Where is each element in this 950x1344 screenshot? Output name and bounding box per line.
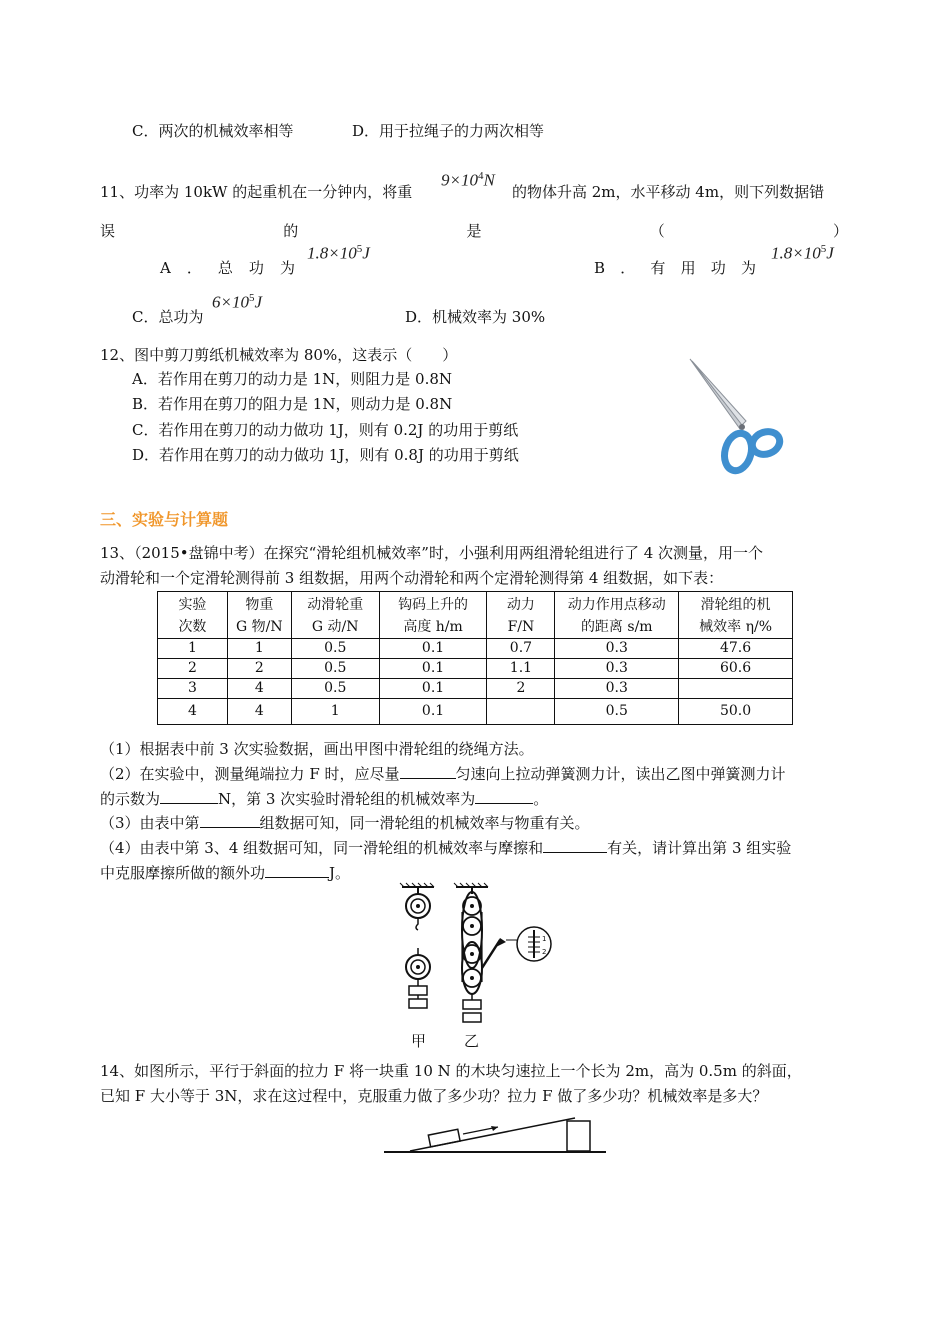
q11-char: 用	[680, 259, 696, 277]
q13-part4-line2: 中克服摩擦所做的额外功 J。	[100, 864, 351, 882]
wood-block	[428, 1129, 460, 1147]
q11-char: 为	[740, 259, 756, 277]
table-cell: 0.3	[555, 679, 679, 699]
q11-char: B	[594, 259, 606, 277]
table-cell: 0.1	[379, 679, 487, 699]
q11-char: ）	[832, 222, 848, 240]
answer-blank[interactable]	[265, 863, 329, 878]
gauge-tick-label: 1	[542, 935, 547, 943]
table-cell: 1	[291, 699, 379, 725]
table-cell: 2	[487, 679, 555, 699]
table-cell: 0.5	[555, 699, 679, 725]
q11-option-a-value: $1.8\times 10^5J$	[307, 243, 370, 263]
pulley-jia-diagram	[400, 883, 434, 1008]
table-row	[158, 659, 793, 679]
q11-char: 功	[710, 259, 726, 277]
table-cell: 1	[227, 639, 291, 659]
table-cell	[487, 699, 555, 725]
answer-blank[interactable]	[200, 813, 260, 828]
pulley-figure	[390, 882, 560, 1057]
q10-option-c: C．两次的机械效率相等	[132, 122, 294, 140]
table-cell: 0.1	[379, 659, 487, 679]
table-row	[158, 679, 793, 699]
q13-stem-line2: 动滑轮和一个定滑轮测得前 3 组数据，用两个动滑轮和两个定滑轮测得第 4 组数据，如下表：	[100, 569, 724, 587]
q13-part4-line1: （4）由表中第 3、4 组数据可知，同一滑轮组的机械效率与摩擦和 有关，请计算出第 3 组实验	[100, 839, 792, 857]
table-cell: 0.5	[291, 639, 379, 659]
gauge-tick-label: 2	[542, 948, 547, 956]
q11-line2	[100, 221, 848, 241]
incline-figure	[380, 1112, 610, 1157]
table-cell	[679, 679, 793, 699]
q11-option-b-value: $1.8\times 10^5J$	[771, 243, 834, 263]
q13-stem-line1: 13、（2015•盘锦中考）在探究“滑轮组机械效率”时，小强利用两组滑轮组进行了 4 次测量，用一个	[100, 544, 764, 562]
answer-blank[interactable]	[543, 838, 607, 853]
table-cell: 0.5	[291, 659, 379, 679]
answer-blank[interactable]	[475, 789, 533, 804]
q11-char: A	[160, 259, 171, 277]
q11-weight-formula: $9\times 10^4N$	[441, 170, 495, 190]
table-cell: 4	[227, 699, 291, 725]
answer-blank[interactable]	[160, 789, 218, 804]
q11-option-d: D．机械效率为 30%	[405, 308, 546, 326]
figure-label-jia: 甲	[411, 1032, 427, 1050]
table-cell: 2	[227, 659, 291, 679]
pulley-yi-diagram	[454, 883, 551, 1022]
table-cell: 0.5	[291, 679, 379, 699]
q11-stem-b: 的物体升高 2m，水平移动 4m，则下列数据错	[512, 183, 825, 201]
answer-blank[interactable]	[400, 764, 456, 779]
table-cell: 0.7	[487, 639, 555, 659]
table-header-cell: 物重 G 物/N	[227, 592, 291, 639]
table-cell: 0.1	[379, 639, 487, 659]
q13-part3: （3）由表中第 组数据可知，同一滑轮组的机械效率与物重有关。	[100, 814, 590, 832]
table-cell: 2	[158, 659, 228, 679]
q12-option-b: B．若作用在剪刀的阻力是 1N，则动力是 0.8N	[132, 395, 453, 413]
q12-option-c: C．若作用在剪刀的动力做功 1J，则有 0.2J 的功用于剪纸	[132, 421, 519, 439]
table-header-cell: 动力作用点移动 的距离 s/m	[555, 592, 679, 639]
table-cell: 60.6	[679, 659, 793, 679]
q11-char: 误	[100, 222, 116, 240]
table-cell: 4	[227, 679, 291, 699]
q11-option-c: C．总功为	[132, 308, 204, 326]
q12-option-d: D．若作用在剪刀的动力做功 1J，则有 0.8J 的功用于剪纸	[132, 446, 519, 464]
q11-char: ．	[620, 259, 636, 277]
q13-part2-line1: （2）在实验中，测量绳端拉力 F 时，应尽量 匀速向上拉动弹簧测力计，读出乙图中弹簧测力计	[100, 765, 786, 783]
q13-part1: （1）根据表中前 3 次实验数据，画出甲图中滑轮组的绕绳方法。	[100, 740, 534, 758]
q14-line1: 14、如图所示，平行于斜面的拉力 F 将一块重 10 N 的木块匀速拉上一个长为 2m，高为 0.5m 的斜面，	[100, 1062, 802, 1080]
table-header-cell: 动力 F/N	[487, 592, 555, 639]
table-cell: 3	[158, 679, 228, 699]
table-cell: 47.6	[679, 639, 793, 659]
table-header-cell: 滑轮组的机 械效率 η/%	[679, 592, 793, 639]
table-row	[158, 699, 793, 725]
q11-char: 的	[283, 222, 299, 240]
figure-label-yi: 乙	[464, 1032, 480, 1050]
q11-char: ．	[186, 259, 202, 277]
table-header-cell: 实验 次数	[158, 592, 228, 639]
q11-stem-a: 11、功率为 10kW 的起重机在一分钟内，将重	[100, 183, 413, 201]
q11-char: （	[649, 222, 665, 240]
support-block	[567, 1121, 590, 1151]
q11-char: 为	[279, 259, 295, 277]
q11-char: 总	[217, 259, 233, 277]
table-cell: 0.3	[555, 639, 679, 659]
q11-char: 功	[248, 259, 264, 277]
table-header-row	[158, 592, 793, 639]
q11-char: 是	[466, 222, 482, 240]
q12-stem: 12、图中剪刀剪纸机械效率为 80%，这表示（ ）	[100, 346, 458, 364]
table-row	[158, 639, 793, 659]
table-header-cell: 动滑轮重 G 动/N	[291, 592, 379, 639]
experiment-table	[157, 591, 793, 725]
q11-option-a-label	[160, 258, 295, 278]
scissors-icon	[678, 355, 788, 480]
q11-char: 有	[650, 259, 666, 277]
q12-option-a: A．若作用在剪刀的动力是 1N，则阻力是 0.8N	[132, 370, 453, 388]
table-header-cell: 钩码上升的 高度 h/m	[379, 592, 487, 639]
table-cell: 1.1	[487, 659, 555, 679]
section-title: 三、实验与计算题	[100, 510, 229, 529]
q11-option-c-value: $6\times 10^5J$	[212, 292, 263, 312]
q13-part2-line2: 的示数为 N，第 3 次实验时滑轮组的机械效率为 。	[100, 790, 549, 808]
table-cell: 1	[158, 639, 228, 659]
table-cell: 4	[158, 699, 228, 725]
table-cell: 0.1	[379, 699, 487, 725]
q14-line2: 已知 F 大小等于 3N，求在这过程中，克服重力做了多少功？拉力 F 做了多少功？机械效率是多大？	[100, 1087, 768, 1105]
q10-option-d: D．用于拉绳子的力两次相等	[352, 122, 545, 140]
table-cell: 50.0	[679, 699, 793, 725]
q11-option-b-label	[594, 258, 756, 278]
table-cell: 0.3	[555, 659, 679, 679]
